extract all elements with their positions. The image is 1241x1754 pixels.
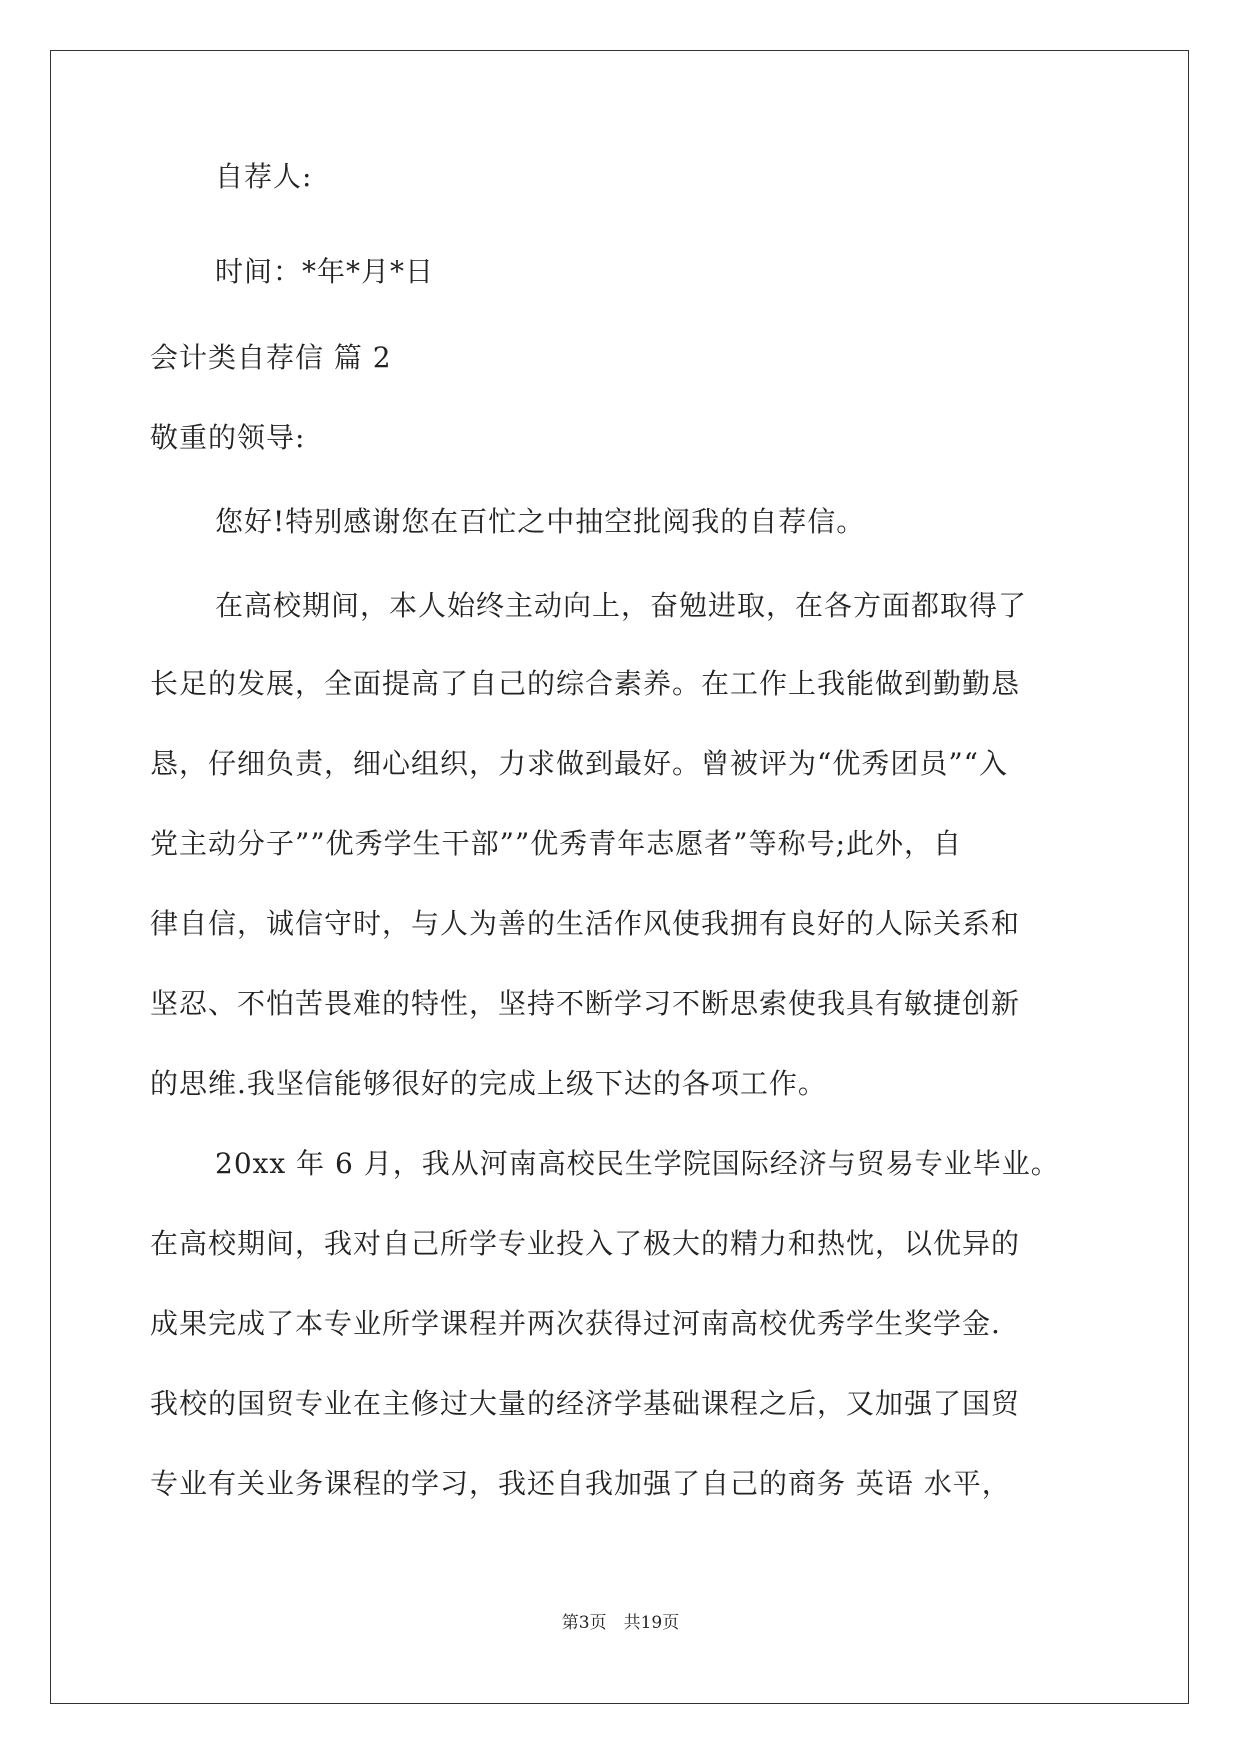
paragraph-line: 成果完成了本专业所学课程并两次获得过河南高校优秀学生奖学金. <box>150 1307 1001 1340</box>
paragraph-line: 党主动分子””优秀学生干部””优秀青年志愿者”等称号;此外，自 <box>150 827 963 860</box>
paragraph-line: 在高校期间，我对自己所学专业投入了极大的精力和热忱，以优异的 <box>150 1227 1021 1260</box>
paragraph-line: 律自信，诚信守时，与人为善的生活作风使我拥有良好的人际关系和 <box>150 907 1021 940</box>
section-title: 会计类自荐信 篇 2 <box>150 341 392 374</box>
paragraph-line: 您好!特别感谢您在百忙之中抽空批阅我的自荐信。 <box>215 505 866 538</box>
paragraph-line: 专业有关业务课程的学习，我还自我加强了自己的商务 英语 水平， <box>150 1467 1011 1500</box>
page-number-footer: 第3页 共19页 <box>561 1613 680 1633</box>
paragraph-line: 长足的发展，全面提高了自己的综合素养。在工作上我能做到勤勤恳 <box>150 667 1021 700</box>
paragraph-line: 在高校期间，本人始终主动向上，奋勉进取，在各方面都取得了 <box>215 589 1028 622</box>
paragraph-line: 坚忍、不怕苦畏难的特性，坚持不断学习不断思索使我具有敏捷创新 <box>150 987 1021 1020</box>
paragraph-line: 我校的国贸专业在主修过大量的经济学基础课程之后，又加强了国贸 <box>150 1387 1021 1420</box>
salutation: 敬重的领导: <box>150 421 306 454</box>
paragraph-line: 的思维.我坚信能够很好的完成上级下达的各项工作。 <box>150 1067 827 1100</box>
date-line: 时间：*年*月*日 <box>215 255 435 288</box>
paragraph-line: 恳，仔细负责，细心组织，力求做到最好。曾被评为“优秀团员”“入 <box>150 747 1008 780</box>
signature-label: 自荐人: <box>215 160 313 193</box>
paragraph-line: 20xx 年 6 月，我从河南高校民生学院国际经济与贸易专业毕业。 <box>215 1147 1060 1180</box>
